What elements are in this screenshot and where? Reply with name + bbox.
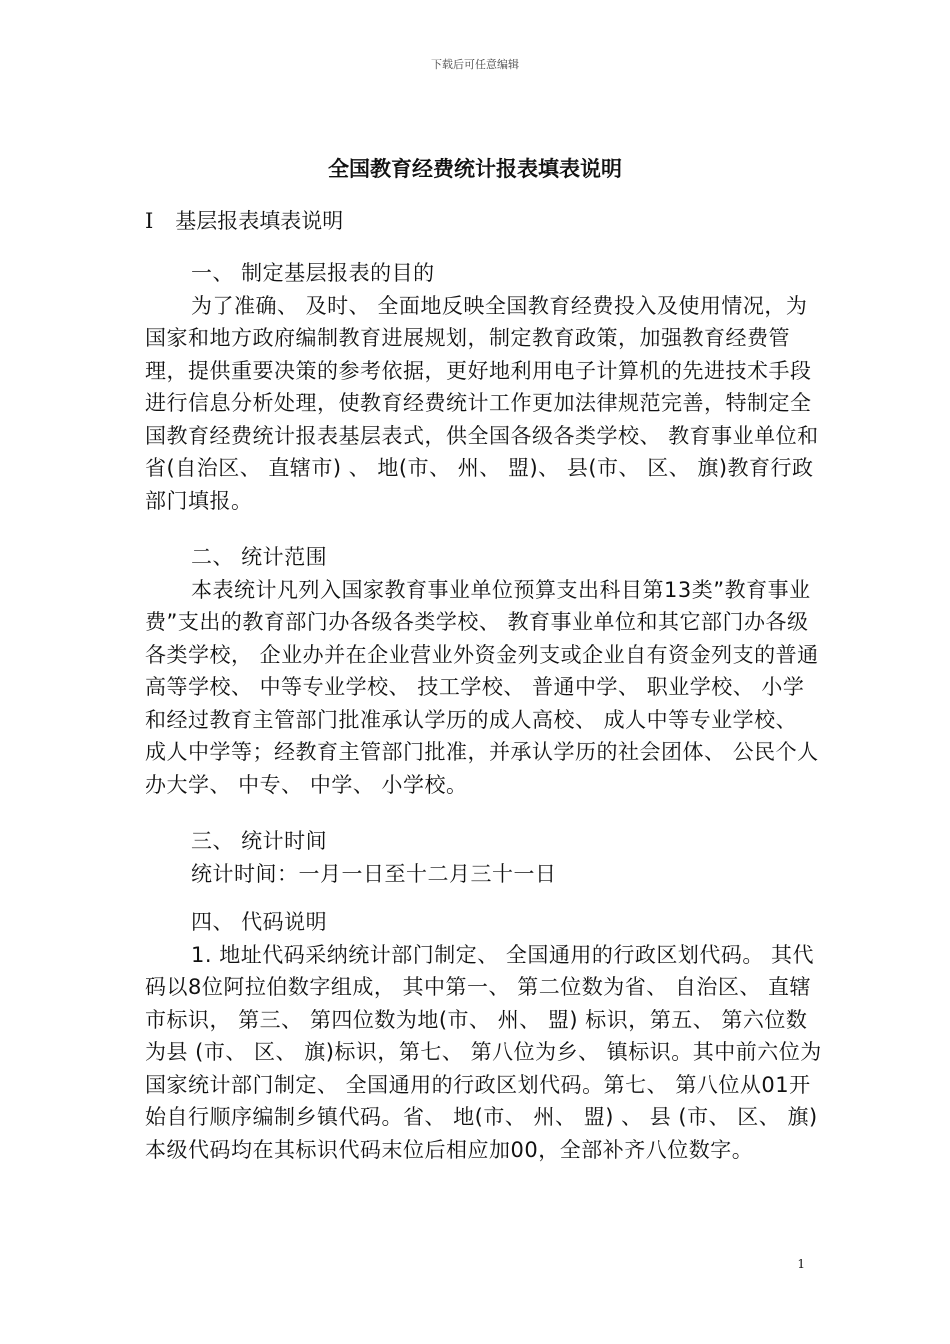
section-heading-scope: 二、 统计范围 [191,545,328,569]
section-text-purpose: 为了准确、 及时、 全面地反映全国教育经费投入及使用情况，为国家和地方政府编制教育进展规划，制定教育政策，加强教育经费管理，提供重要决策的参考依据，更好地利用电子计算机的先进技术手段进行信息分析处理，使教育经费统计工作更加法律规范完善，特制定全国教育经费统计报表基层表式，供全国各级各类学校、 教育事业单位和省(自治区、 直辖市) 、 地(市、 州、 盟)、 县(市、 区、 旗)教育行政部门填报。 [145,293,819,513]
header-note: 下载后可任意编辑 [431,58,519,71]
document-body [145,257,825,1166]
section-text-codes: 1. 地址代码采纳统计部门制定、 全国通用的行政区划代码。 其代码以8位阿拉伯数字组成， 其中第一、 第二位数为省、 自治区、 直辖市标识， 第三、 第四位数为地(市、 州、 盟) 标识，第五、 第六位数为县 (市、 区、 旗)标识，第七、 第八位为乡、 镇标识。其中前六位为国家统计部门制定、 全国通用的行政区划代码。第七、 第八位从01开始自行顺序编制乡镇代码。省、 地(市、 州、 盟) 、 县 (市、 区、 旗)本级代码均在其标识代码末位后相应加00，全部补齐八位数字。 [145,942,822,1162]
section-text-scope: 本表统计凡列入国家教育事业单位预算支出科目第13类”教育事业费”支出的教育部门办各级各类学校、 教育事业单位和其它部门办各级各类学校， 企业办并在企业营业外资金列支或企业自有资金列支的普通高等学校、 中等专业学校、 技工学校、 普通中学、 职业学校、 小学和经过教育主管部门批准承认学历的成人高校、 成人中等专业学校、 成人中学等；经教育主管部门批准，并承认学历的社会团体、 公民个人办大学、 中专、 中学、 小学校。 [145,577,819,797]
part-numeral: I [145,209,154,233]
page-number: 1 [797,1257,805,1271]
part-label: 基层报表填表说明 [175,209,344,233]
section-text-time: 统计时间：一月一日至十二月三十一日 [191,861,557,886]
section-heading-codes: 四、 代码说明 [191,910,328,934]
part-heading [145,205,343,235]
section-heading-purpose: 一、 制定基层报表的目的 [191,261,435,285]
document-title: 全国教育经费统计报表填表说明 [328,157,622,181]
section-heading-time: 三、 统计时间 [191,829,328,853]
